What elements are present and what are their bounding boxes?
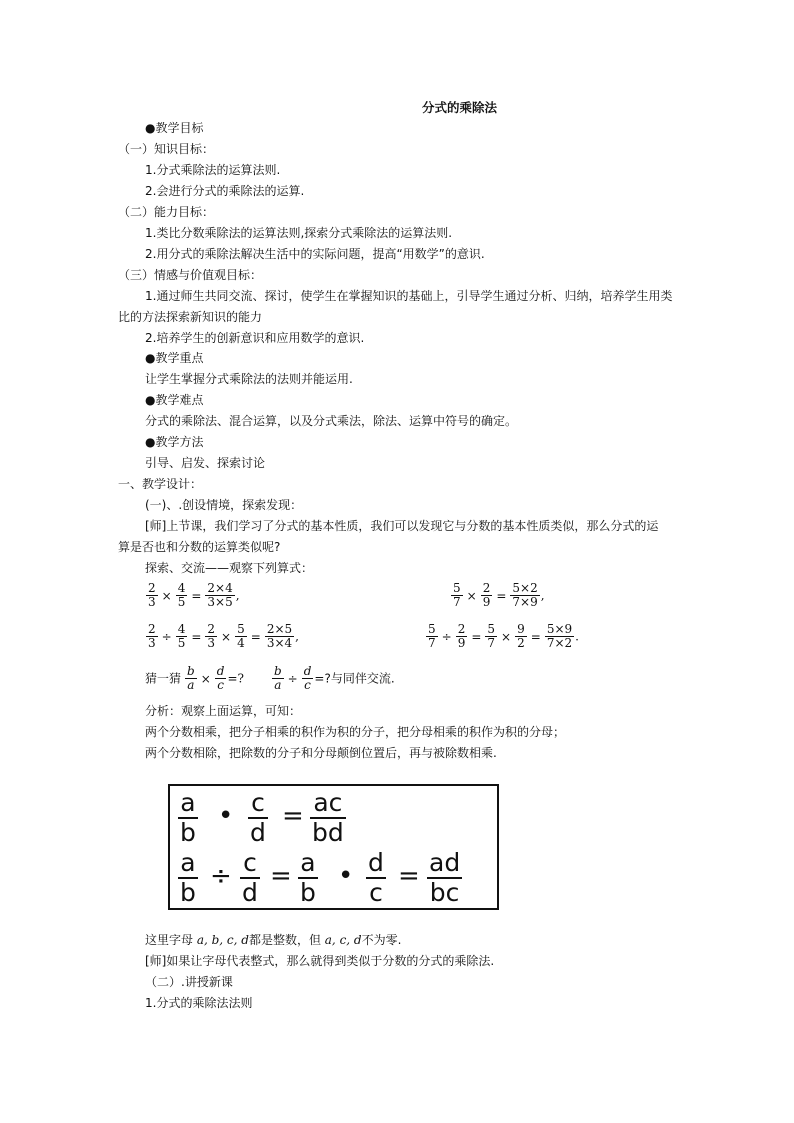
note-suffix: 不为零. bbox=[361, 933, 402, 947]
knowledge-item-2: 2.会进行分式的乘除法的运算. bbox=[145, 184, 305, 198]
fraction: $\frac{5}{7}$ bbox=[428, 622, 436, 650]
formula-box bbox=[168, 784, 499, 910]
ability-heading: （二）能力目标： bbox=[118, 205, 215, 219]
times-sign: × bbox=[221, 629, 232, 644]
analysis-divide-rule: 两个分数相除，把除数的分子和分母颠倒位置后，再与被除数相乘. bbox=[145, 746, 497, 760]
fraction: $\frac{5\times 2}{7\times 9}$ bbox=[512, 581, 538, 609]
fraction: $\frac{5\times 9}{7\times 2}$ bbox=[546, 622, 573, 650]
guess-line bbox=[145, 661, 395, 696]
divide-sign: ÷ bbox=[210, 861, 232, 891]
punctuation: , bbox=[295, 629, 299, 644]
fraction: $\frac{5}{4}$ bbox=[237, 622, 245, 650]
equals-sign: = bbox=[398, 861, 420, 891]
equals-sign: = bbox=[530, 629, 541, 644]
punctuation: , bbox=[540, 588, 545, 603]
note-middle: 都是整数，但 bbox=[248, 933, 325, 947]
knowledge-heading: （一）知识目标： bbox=[118, 142, 215, 156]
page-title: 分式的乘除法 bbox=[422, 100, 498, 115]
box-fraction: a b bbox=[180, 788, 196, 847]
fraction: $\frac{9}{2}$ bbox=[517, 622, 525, 650]
divide-sign: ÷ bbox=[287, 671, 298, 686]
fraction: $\frac{2\times 4}{3\times 5}$ bbox=[207, 581, 233, 609]
equals-sign: = bbox=[471, 629, 482, 644]
emotion-item-1-line-1: 1.通过师生共同交流、探讨，使学生在掌握知识的基础上，引导学生通过分析、归纳，培养学生用类 bbox=[145, 289, 673, 303]
emotion-item-2: 2.培养学生的创新意识和应用数学的意识. bbox=[145, 331, 365, 345]
fraction: $\frac{2\times 5}{3\times 4}$ bbox=[266, 622, 293, 650]
fraction: $\frac{d}{c}$ bbox=[216, 664, 225, 692]
box-fraction: ad bc bbox=[429, 848, 461, 907]
section-2-heading: （二）.讲授新课 bbox=[145, 975, 233, 989]
divide-sign: ÷ bbox=[161, 629, 172, 644]
note-vars-1: a, b, c, d bbox=[196, 933, 249, 947]
fraction: $\frac{4}{5}$ bbox=[177, 581, 186, 609]
fraction: $\frac{2}{3}$ bbox=[148, 581, 156, 609]
equals-sign: = bbox=[191, 629, 202, 644]
guess-label: 猜一猜 bbox=[145, 671, 182, 686]
question-mark: =? bbox=[227, 671, 244, 686]
fraction: $\frac{2}{9}$ bbox=[457, 622, 466, 650]
note-prefix: 这里字母 bbox=[145, 933, 197, 947]
key-heading: ●教学重点 bbox=[145, 351, 204, 365]
teacher-remark-1-line-1: [师]上节课，我们学习了分式的基本性质，我们可以发现它与分数的基本性质类似，那么分式的运 bbox=[145, 519, 659, 533]
goals-heading: ●教学目标 bbox=[145, 121, 204, 135]
box-fraction: ac bd bbox=[312, 788, 344, 847]
equation-1 bbox=[145, 578, 240, 613]
fraction: $\frac{4}{5}$ bbox=[177, 622, 186, 650]
box-fraction: c d bbox=[242, 848, 258, 907]
equals-sign: = bbox=[270, 861, 292, 891]
ability-item-2: 2.用分式的乘除法解决生活中的实际问题，提高“用数学”的意识. bbox=[145, 247, 485, 261]
fraction: $\frac{5}{7}$ bbox=[453, 581, 461, 609]
guess-tail: =?与同伴交流. bbox=[314, 671, 395, 686]
method-heading: ●教学方法 bbox=[145, 435, 204, 449]
times-sign: × bbox=[161, 588, 172, 603]
fraction: $\frac{b}{a}$ bbox=[273, 664, 282, 692]
box-fraction: a b bbox=[300, 848, 316, 907]
dot-operator: • bbox=[218, 801, 234, 831]
key-text: 让学生掌握分式乘除法的法则并能运用. bbox=[145, 372, 353, 386]
equation-2 bbox=[450, 578, 545, 613]
times-sign: × bbox=[501, 629, 512, 644]
emotion-heading: （三）情感与价值观目标： bbox=[118, 268, 263, 282]
teacher-remark-2: [师]如果让字母代表整式，那么就得到类似于分数的分式的乘除法. bbox=[145, 954, 495, 968]
punctuation: . bbox=[575, 629, 579, 644]
times-sign: × bbox=[466, 588, 477, 603]
explore-label: 探索、交流——观察下列算式： bbox=[145, 561, 314, 575]
analysis-multiply-rule: 两个分数相乘，把分子相乘的积作为积的分子，把分母相乘的积作为积的分母； bbox=[145, 725, 566, 739]
fraction: $\frac{2}{3}$ bbox=[207, 622, 216, 650]
box-fraction: c d bbox=[250, 788, 266, 847]
box-fraction: a b bbox=[180, 848, 196, 907]
equation-3 bbox=[145, 619, 299, 654]
difficult-text: 分式的乘除法、混合运算，以及分式乘法，除法、运算中符号的确定。 bbox=[145, 414, 518, 428]
divide-sign: ÷ bbox=[441, 629, 452, 644]
ability-item-1: 1.类比分数乘除法的运算法则,探索分式乘除法的运算法则. bbox=[145, 226, 453, 240]
teacher-remark-1-line-2: 算是否也和分数的运算类似呢? bbox=[118, 540, 281, 554]
equals-sign: = bbox=[250, 629, 261, 644]
fraction: $\frac{2}{3}$ bbox=[148, 622, 156, 650]
section-2-item-1: 1.分式的乘除法法则 bbox=[145, 996, 253, 1010]
fraction: $\frac{b}{a}$ bbox=[187, 664, 195, 692]
method-text: 引导、启发、探索讨论 bbox=[145, 456, 266, 470]
dot-operator: • bbox=[338, 861, 354, 891]
design-heading: 一、教学设计： bbox=[118, 477, 203, 491]
box-fraction: d c bbox=[368, 848, 384, 907]
emotion-item-1-line-2: 比的方法探索新知识的能力 bbox=[118, 310, 263, 324]
times-sign: × bbox=[200, 671, 211, 686]
note-vars-2: a, c, d bbox=[324, 933, 362, 947]
analysis-heading: 分析：观察上面运算，可知： bbox=[145, 704, 302, 718]
section-1-heading: (一)、.创设情境，探索发现： bbox=[145, 498, 303, 512]
fraction: $\frac{d}{c}$ bbox=[303, 664, 312, 692]
equals-sign: = bbox=[496, 588, 507, 603]
knowledge-item-1: 1.分式乘除法的运算法则. bbox=[145, 163, 281, 177]
variables-note bbox=[145, 932, 401, 948]
equals-sign: = bbox=[191, 588, 202, 603]
difficult-heading: ●教学难点 bbox=[145, 393, 204, 407]
fraction: $\frac{5}{7}$ bbox=[487, 622, 496, 650]
fraction: $\frac{2}{9}$ bbox=[482, 581, 491, 609]
punctuation: , bbox=[235, 588, 240, 603]
equals-sign: = bbox=[282, 801, 304, 831]
equation-4 bbox=[425, 619, 579, 654]
